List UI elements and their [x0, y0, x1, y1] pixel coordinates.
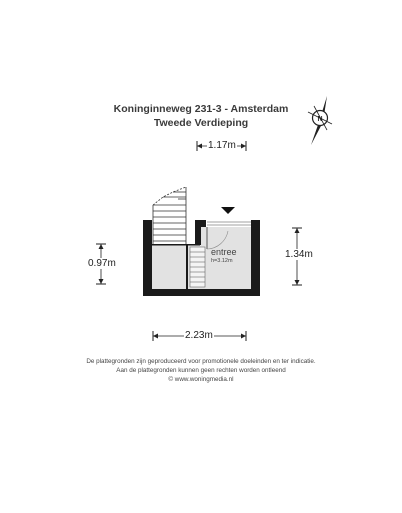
- right-dimension-label: 1.34m: [285, 249, 313, 260]
- disclaimer-line-1: De plattegronden zijn geproduceerd voor promotionele doeleinden en ter indicatie.: [86, 358, 316, 365]
- compass-icon: [308, 96, 332, 145]
- floor-title: Tweede Verdieping: [153, 117, 249, 129]
- address-title: Koninginneweg 231-3 - Amsterdam: [113, 103, 289, 115]
- copyright-link[interactable]: © www.woningmedia.nl: [168, 376, 234, 383]
- left-dimension-label: 0.97m: [88, 258, 116, 269]
- disclaimer-line-2: Aan de plattegronden kunnen geen rechten worden ontleend: [116, 367, 286, 374]
- compass-north-label: N: [317, 116, 323, 123]
- stair-treads: [190, 247, 205, 287]
- top-dimension-label: 1.17m: [208, 140, 236, 151]
- room-name-label: entree: [211, 247, 237, 257]
- room-height-label: h=3.12m: [211, 258, 233, 264]
- entrance-marker-icon: [221, 207, 235, 214]
- bottom-dimension-label: 2.23m: [185, 330, 213, 341]
